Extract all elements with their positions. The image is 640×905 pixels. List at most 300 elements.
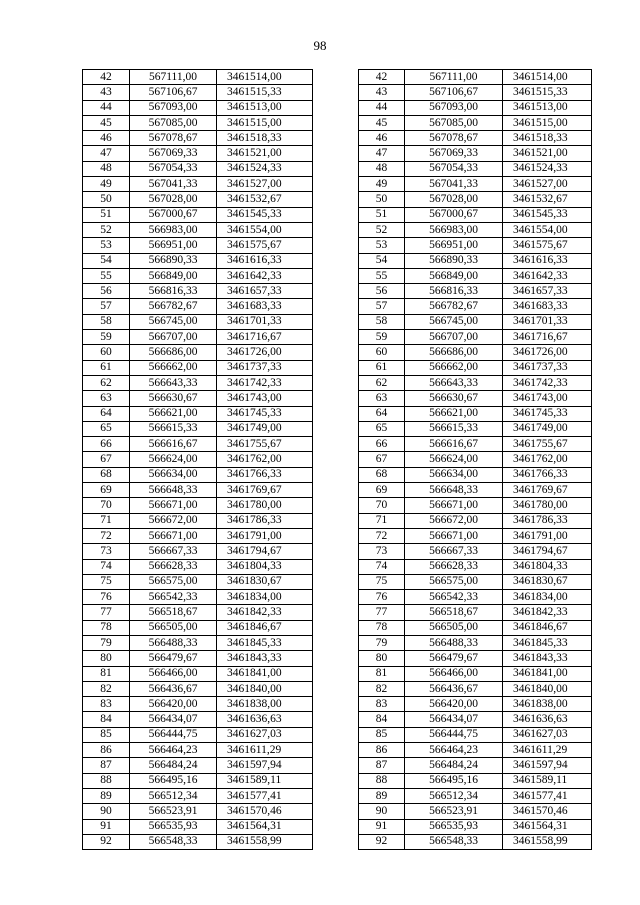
y-coordinate-cell: 3461838,00 <box>503 697 592 712</box>
y-coordinate-cell: 3461611,29 <box>217 743 313 758</box>
y-coordinate-cell: 3461564,31 <box>217 819 313 834</box>
point-number-cell: 66 <box>83 437 130 452</box>
y-coordinate-cell: 3461554,00 <box>217 222 313 237</box>
x-coordinate-cell: 566464,23 <box>130 743 217 758</box>
table-row <box>359 620 592 635</box>
table-row <box>359 559 592 574</box>
point-number-cell: 82 <box>359 681 405 696</box>
x-coordinate-cell: 566951,00 <box>405 238 503 253</box>
table-row <box>359 100 592 115</box>
y-coordinate-cell: 3461514,00 <box>217 70 313 85</box>
table-row <box>83 391 313 406</box>
x-coordinate-cell: 567106,67 <box>130 85 217 100</box>
y-coordinate-cell: 3461701,33 <box>503 314 592 329</box>
x-coordinate-cell: 566505,00 <box>130 620 217 635</box>
y-coordinate-cell: 3461766,33 <box>217 467 313 482</box>
table-row <box>83 666 313 681</box>
table-row <box>83 406 313 421</box>
y-coordinate-cell: 3461642,33 <box>217 268 313 283</box>
table-row <box>83 467 313 482</box>
point-number-cell: 49 <box>83 177 130 192</box>
y-coordinate-cell: 3461840,00 <box>503 681 592 696</box>
y-coordinate-cell: 3461701,33 <box>217 314 313 329</box>
point-number-cell: 71 <box>359 513 405 528</box>
point-number-cell: 63 <box>359 391 405 406</box>
point-number-cell: 63 <box>83 391 130 406</box>
point-number-cell: 60 <box>359 345 405 360</box>
table-row <box>359 192 592 207</box>
y-coordinate-cell: 3461737,33 <box>503 360 592 375</box>
table-row <box>83 819 313 834</box>
table-row <box>83 544 313 559</box>
table-row <box>83 528 313 543</box>
x-coordinate-cell: 566495,16 <box>130 773 217 788</box>
table-row <box>83 590 313 605</box>
table-row <box>83 513 313 528</box>
table-row <box>359 284 592 299</box>
point-number-cell: 46 <box>83 131 130 146</box>
table-row <box>83 651 313 666</box>
point-number-cell: 75 <box>359 574 405 589</box>
x-coordinate-cell: 567078,67 <box>130 131 217 146</box>
x-coordinate-cell: 566420,00 <box>405 697 503 712</box>
table-row <box>83 146 313 161</box>
table-row <box>359 697 592 712</box>
x-coordinate-cell: 566667,33 <box>130 544 217 559</box>
x-coordinate-cell: 567041,33 <box>130 177 217 192</box>
point-number-cell: 70 <box>359 498 405 513</box>
point-number-cell: 83 <box>83 697 130 712</box>
y-coordinate-cell: 3461762,00 <box>217 452 313 467</box>
coordinates-table-left <box>82 69 313 850</box>
y-coordinate-cell: 3461570,46 <box>217 804 313 819</box>
point-number-cell: 84 <box>359 712 405 727</box>
point-number-cell: 51 <box>359 207 405 222</box>
point-number-cell: 74 <box>83 559 130 574</box>
point-number-cell: 67 <box>83 452 130 467</box>
table-row <box>83 559 313 574</box>
point-number-cell: 80 <box>359 651 405 666</box>
point-number-cell: 78 <box>359 620 405 635</box>
table-row <box>359 406 592 421</box>
point-number-cell: 73 <box>83 544 130 559</box>
point-number-cell: 42 <box>359 70 405 85</box>
y-coordinate-cell: 3461726,00 <box>503 345 592 360</box>
x-coordinate-cell: 567069,33 <box>130 146 217 161</box>
table-row <box>83 498 313 513</box>
y-coordinate-cell: 3461743,00 <box>503 391 592 406</box>
y-coordinate-cell: 3461745,33 <box>217 406 313 421</box>
x-coordinate-cell: 567111,00 <box>405 70 503 85</box>
table-row <box>359 375 592 390</box>
x-coordinate-cell: 566745,00 <box>130 314 217 329</box>
table-row <box>359 146 592 161</box>
table-row <box>359 712 592 727</box>
y-coordinate-cell: 3461791,00 <box>217 528 313 543</box>
table-row <box>359 727 592 742</box>
point-number-cell: 74 <box>359 559 405 574</box>
point-number-cell: 91 <box>83 819 130 834</box>
table-row <box>359 467 592 482</box>
point-number-cell: 53 <box>359 238 405 253</box>
point-number-cell: 69 <box>83 483 130 498</box>
table-row <box>359 590 592 605</box>
table-row <box>359 452 592 467</box>
point-number-cell: 81 <box>83 666 130 681</box>
y-coordinate-cell: 3461834,00 <box>217 590 313 605</box>
x-coordinate-cell: 566518,67 <box>130 605 217 620</box>
x-coordinate-cell: 566624,00 <box>405 452 503 467</box>
point-number-cell: 62 <box>83 375 130 390</box>
point-number-cell: 82 <box>83 681 130 696</box>
x-coordinate-cell: 566630,67 <box>405 391 503 406</box>
point-number-cell: 55 <box>83 268 130 283</box>
point-number-cell: 45 <box>83 115 130 130</box>
y-coordinate-cell: 3461683,33 <box>217 299 313 314</box>
y-coordinate-cell: 3461527,00 <box>503 177 592 192</box>
y-coordinate-cell: 3461558,99 <box>503 834 592 849</box>
table-row <box>359 498 592 513</box>
x-coordinate-cell: 566484,24 <box>405 758 503 773</box>
x-coordinate-cell: 566518,67 <box>405 605 503 620</box>
x-coordinate-cell: 566420,00 <box>130 697 217 712</box>
y-coordinate-cell: 3461743,00 <box>217 391 313 406</box>
point-number-cell: 77 <box>83 605 130 620</box>
y-coordinate-cell: 3461518,33 <box>217 131 313 146</box>
table-row <box>359 177 592 192</box>
table-row <box>83 253 313 268</box>
y-coordinate-cell: 3461786,33 <box>503 513 592 528</box>
point-number-cell: 80 <box>83 651 130 666</box>
point-number-cell: 88 <box>359 773 405 788</box>
y-coordinate-cell: 3461636,63 <box>217 712 313 727</box>
y-coordinate-cell: 3461755,67 <box>217 437 313 452</box>
table-row <box>359 421 592 436</box>
table-row <box>359 743 592 758</box>
table-row <box>359 681 592 696</box>
x-coordinate-cell: 566662,00 <box>405 360 503 375</box>
y-coordinate-cell: 3461589,11 <box>217 773 313 788</box>
table-row <box>83 115 313 130</box>
table-row <box>83 192 313 207</box>
point-number-cell: 54 <box>359 253 405 268</box>
point-number-cell: 81 <box>359 666 405 681</box>
point-number-cell: 76 <box>83 590 130 605</box>
table-row <box>359 299 592 314</box>
x-coordinate-cell: 567028,00 <box>405 192 503 207</box>
x-coordinate-cell: 566816,33 <box>405 284 503 299</box>
point-number-cell: 84 <box>83 712 130 727</box>
table-row <box>359 635 592 650</box>
point-number-cell: 64 <box>83 406 130 421</box>
x-coordinate-cell: 567093,00 <box>130 100 217 115</box>
point-number-cell: 92 <box>359 834 405 849</box>
point-number-cell: 53 <box>83 238 130 253</box>
x-coordinate-cell: 567093,00 <box>405 100 503 115</box>
y-coordinate-cell: 3461794,67 <box>217 544 313 559</box>
y-coordinate-cell: 3461524,33 <box>217 161 313 176</box>
table-row <box>359 834 592 849</box>
table-row <box>359 528 592 543</box>
y-coordinate-cell: 3461794,67 <box>503 544 592 559</box>
y-coordinate-cell: 3461611,29 <box>503 743 592 758</box>
point-number-cell: 73 <box>359 544 405 559</box>
y-coordinate-cell: 3461515,33 <box>217 85 313 100</box>
y-coordinate-cell: 3461627,03 <box>217 727 313 742</box>
point-number-cell: 66 <box>359 437 405 452</box>
y-coordinate-cell: 3461791,00 <box>503 528 592 543</box>
y-coordinate-cell: 3461589,11 <box>503 773 592 788</box>
table-row <box>359 314 592 329</box>
table-row <box>83 85 313 100</box>
x-coordinate-cell: 566434,07 <box>130 712 217 727</box>
y-coordinate-cell: 3461616,33 <box>217 253 313 268</box>
table-row <box>83 421 313 436</box>
table-row <box>359 115 592 130</box>
table-row <box>83 100 313 115</box>
y-coordinate-cell: 3461518,33 <box>503 131 592 146</box>
y-coordinate-cell: 3461514,00 <box>503 70 592 85</box>
x-coordinate-cell: 566575,00 <box>405 574 503 589</box>
table-row <box>83 360 313 375</box>
table-row <box>83 743 313 758</box>
x-coordinate-cell: 566782,67 <box>130 299 217 314</box>
x-coordinate-cell: 566707,00 <box>405 330 503 345</box>
point-number-cell: 48 <box>359 161 405 176</box>
x-coordinate-cell: 566616,67 <box>405 437 503 452</box>
x-coordinate-cell: 566466,00 <box>130 666 217 681</box>
y-coordinate-cell: 3461780,00 <box>217 498 313 513</box>
x-coordinate-cell: 566671,00 <box>130 498 217 513</box>
x-coordinate-cell: 566523,91 <box>405 804 503 819</box>
table-row <box>83 345 313 360</box>
y-coordinate-cell: 3461515,00 <box>503 115 592 130</box>
x-coordinate-cell: 566436,67 <box>405 681 503 696</box>
y-coordinate-cell: 3461564,31 <box>503 819 592 834</box>
x-coordinate-cell: 566434,07 <box>405 712 503 727</box>
y-coordinate-cell: 3461745,33 <box>503 406 592 421</box>
y-coordinate-cell: 3461545,33 <box>503 207 592 222</box>
table-row <box>359 330 592 345</box>
x-coordinate-cell: 567069,33 <box>405 146 503 161</box>
point-number-cell: 43 <box>359 85 405 100</box>
point-number-cell: 79 <box>359 635 405 650</box>
table-row <box>83 681 313 696</box>
y-coordinate-cell: 3461769,67 <box>217 483 313 498</box>
x-coordinate-cell: 566542,33 <box>405 590 503 605</box>
table-row <box>359 253 592 268</box>
x-coordinate-cell: 566662,00 <box>130 360 217 375</box>
x-coordinate-cell: 566849,00 <box>130 268 217 283</box>
y-coordinate-cell: 3461786,33 <box>217 513 313 528</box>
x-coordinate-cell: 566983,00 <box>405 222 503 237</box>
y-coordinate-cell: 3461642,33 <box>503 268 592 283</box>
y-coordinate-cell: 3461513,00 <box>503 100 592 115</box>
table-row <box>83 330 313 345</box>
table-row <box>359 437 592 452</box>
point-number-cell: 85 <box>83 727 130 742</box>
y-coordinate-cell: 3461575,67 <box>217 238 313 253</box>
x-coordinate-cell: 566671,00 <box>405 528 503 543</box>
y-coordinate-cell: 3461838,00 <box>217 697 313 712</box>
y-coordinate-cell: 3461657,33 <box>217 284 313 299</box>
point-number-cell: 83 <box>359 697 405 712</box>
x-coordinate-cell: 566505,00 <box>405 620 503 635</box>
table-row <box>359 222 592 237</box>
x-coordinate-cell: 567078,67 <box>405 131 503 146</box>
table-row <box>83 635 313 650</box>
table-row <box>359 70 592 85</box>
y-coordinate-cell: 3461521,00 <box>217 146 313 161</box>
point-number-cell: 57 <box>359 299 405 314</box>
point-number-cell: 65 <box>359 421 405 436</box>
point-number-cell: 72 <box>83 528 130 543</box>
table-row <box>83 238 313 253</box>
table-row <box>83 620 313 635</box>
point-number-cell: 67 <box>359 452 405 467</box>
point-number-cell: 91 <box>359 819 405 834</box>
point-number-cell: 59 <box>83 330 130 345</box>
table-row <box>83 788 313 803</box>
x-coordinate-cell: 566671,00 <box>130 528 217 543</box>
x-coordinate-cell: 566672,00 <box>405 513 503 528</box>
point-number-cell: 86 <box>83 743 130 758</box>
table-row <box>359 85 592 100</box>
point-number-cell: 77 <box>359 605 405 620</box>
table-row <box>359 819 592 834</box>
x-coordinate-cell: 566479,67 <box>130 651 217 666</box>
x-coordinate-cell: 567028,00 <box>130 192 217 207</box>
table-row <box>359 788 592 803</box>
point-number-cell: 50 <box>359 192 405 207</box>
y-coordinate-cell: 3461830,67 <box>503 574 592 589</box>
table-row <box>359 574 592 589</box>
y-coordinate-cell: 3461545,33 <box>217 207 313 222</box>
y-coordinate-cell: 3461597,94 <box>503 758 592 773</box>
point-number-cell: 79 <box>83 635 130 650</box>
table-row <box>83 727 313 742</box>
table-row <box>83 452 313 467</box>
x-coordinate-cell: 566575,00 <box>130 574 217 589</box>
y-coordinate-cell: 3461842,33 <box>503 605 592 620</box>
y-coordinate-cell: 3461845,33 <box>217 635 313 650</box>
y-coordinate-cell: 3461616,33 <box>503 253 592 268</box>
x-coordinate-cell: 566630,67 <box>130 391 217 406</box>
x-coordinate-cell: 566648,33 <box>405 483 503 498</box>
table-row <box>359 207 592 222</box>
point-number-cell: 70 <box>83 498 130 513</box>
y-coordinate-cell: 3461846,67 <box>503 620 592 635</box>
x-coordinate-cell: 566512,34 <box>405 788 503 803</box>
x-coordinate-cell: 566548,33 <box>130 834 217 849</box>
point-number-cell: 75 <box>83 574 130 589</box>
point-number-cell: 76 <box>359 590 405 605</box>
x-coordinate-cell: 566628,33 <box>405 559 503 574</box>
point-number-cell: 65 <box>83 421 130 436</box>
x-coordinate-cell: 566634,00 <box>130 467 217 482</box>
x-coordinate-cell: 566686,00 <box>405 345 503 360</box>
table-row <box>83 284 313 299</box>
table-row <box>359 131 592 146</box>
table-row <box>83 70 313 85</box>
table-row <box>359 513 592 528</box>
y-coordinate-cell: 3461716,67 <box>503 330 592 345</box>
y-coordinate-cell: 3461683,33 <box>503 299 592 314</box>
y-coordinate-cell: 3461527,00 <box>217 177 313 192</box>
point-number-cell: 52 <box>359 222 405 237</box>
point-number-cell: 61 <box>83 360 130 375</box>
y-coordinate-cell: 3461830,67 <box>217 574 313 589</box>
table-row <box>83 574 313 589</box>
x-coordinate-cell: 566648,33 <box>130 483 217 498</box>
y-coordinate-cell: 3461755,67 <box>503 437 592 452</box>
point-number-cell: 85 <box>359 727 405 742</box>
x-coordinate-cell: 566464,23 <box>405 743 503 758</box>
point-number-cell: 68 <box>359 467 405 482</box>
x-coordinate-cell: 567000,67 <box>130 207 217 222</box>
y-coordinate-cell: 3461845,33 <box>503 635 592 650</box>
x-coordinate-cell: 566484,24 <box>130 758 217 773</box>
point-number-cell: 47 <box>83 146 130 161</box>
table-row <box>83 605 313 620</box>
x-coordinate-cell: 567106,67 <box>405 85 503 100</box>
x-coordinate-cell: 566444,75 <box>405 727 503 742</box>
y-coordinate-cell: 3461521,00 <box>503 146 592 161</box>
y-coordinate-cell: 3461577,41 <box>217 788 313 803</box>
point-number-cell: 90 <box>359 804 405 819</box>
x-coordinate-cell: 567054,33 <box>130 161 217 176</box>
y-coordinate-cell: 3461657,33 <box>503 284 592 299</box>
y-coordinate-cell: 3461843,33 <box>217 651 313 666</box>
x-coordinate-cell: 566615,33 <box>405 421 503 436</box>
x-coordinate-cell: 566707,00 <box>130 330 217 345</box>
x-coordinate-cell: 566615,33 <box>130 421 217 436</box>
table-row <box>83 483 313 498</box>
y-coordinate-cell: 3461554,00 <box>503 222 592 237</box>
x-coordinate-cell: 566616,67 <box>130 437 217 452</box>
point-number-cell: 87 <box>359 758 405 773</box>
point-number-cell: 60 <box>83 345 130 360</box>
table-row <box>359 758 592 773</box>
x-coordinate-cell: 566890,33 <box>130 253 217 268</box>
x-coordinate-cell: 566488,33 <box>405 635 503 650</box>
x-coordinate-cell: 566512,34 <box>130 788 217 803</box>
table-row <box>83 222 313 237</box>
y-coordinate-cell: 3461726,00 <box>217 345 313 360</box>
table-row <box>359 360 592 375</box>
x-coordinate-cell: 567041,33 <box>405 177 503 192</box>
x-coordinate-cell: 567000,67 <box>405 207 503 222</box>
x-coordinate-cell: 566782,67 <box>405 299 503 314</box>
x-coordinate-cell: 567054,33 <box>405 161 503 176</box>
point-number-cell: 68 <box>83 467 130 482</box>
page-number: 98 <box>313 38 327 53</box>
x-coordinate-cell: 566548,33 <box>405 834 503 849</box>
x-coordinate-cell: 566634,00 <box>405 467 503 482</box>
y-coordinate-cell: 3461575,67 <box>503 238 592 253</box>
x-coordinate-cell: 566643,33 <box>130 375 217 390</box>
point-number-cell: 61 <box>359 360 405 375</box>
table-row <box>359 238 592 253</box>
y-coordinate-cell: 3461515,00 <box>217 115 313 130</box>
point-number-cell: 92 <box>83 834 130 849</box>
y-coordinate-cell: 3461749,00 <box>503 421 592 436</box>
x-coordinate-cell: 566535,93 <box>130 819 217 834</box>
y-coordinate-cell: 3461513,00 <box>217 100 313 115</box>
table-row <box>359 483 592 498</box>
x-coordinate-cell: 566890,33 <box>405 253 503 268</box>
x-coordinate-cell: 566686,00 <box>130 345 217 360</box>
